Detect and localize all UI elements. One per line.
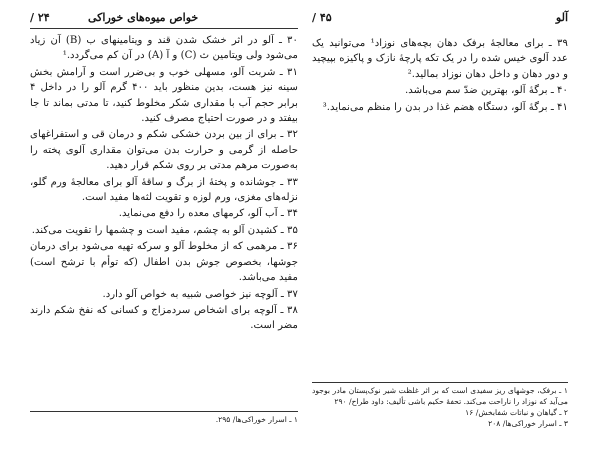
footnote-3: ۳ ـ اسرار خوراکی‌ها/ ۲۰۸ xyxy=(488,419,568,428)
footnote-2: ۲ ـ گیاهان و نباتات شفابخش/ ۱۶ xyxy=(465,408,568,417)
paragraph-38: ۳۸ ـ آلوچه برای اشخاص سردمزاج و کسانی که نفخ شکم دارند مضر است. xyxy=(30,304,298,332)
paragraph-41: ۴۱ ـ برگهٔ آلو، دستگاه هضم غذا در بدن را منظم می‌نماید.³ xyxy=(322,101,568,113)
right-footnotes xyxy=(312,385,568,429)
left-page-body xyxy=(30,33,298,335)
paragraph-34: ۳۴ ـ آب آلو، کرمهای معده را دفع می‌نماید. xyxy=(118,208,298,220)
right-page-header xyxy=(312,8,568,28)
paragraph-35: ۳۵ ـ کشیدن آلو به چشم، مفید است و چشمها را تقویت می‌کند. xyxy=(31,224,298,236)
footnote-divider xyxy=(312,382,568,383)
header-divider xyxy=(30,28,298,29)
left-page-header xyxy=(30,8,298,28)
left-header-title: خواص میوه‌های خوراکی xyxy=(88,11,199,24)
paragraph-36: ۳۶ ـ مرهمی که از مخلوط آلو و سرکه تهیه می‌شود برای درمان جوشها، بخصوص جوش بدن اطفال (که توأم با ترشح است) مفید می‌باشد. xyxy=(30,241,298,284)
left-page xyxy=(30,0,298,451)
paragraph-40: ۴۰ ـ برگهٔ آلو، بهترین ضدّ سم می‌باشد. xyxy=(405,85,568,97)
paragraph-39: ۳۹ ـ برای معالجهٔ برفک دهان بچه‌های نوزاد¹ می‌توانید یک عدد آلوی خیس شده را در یک تکه پارچهٔ نازک و پاکیزه بپیچید و دور دهان و داخل دهان نوزاد بمالید.² xyxy=(312,38,568,80)
right-page xyxy=(312,0,568,451)
paragraph-30: ۳۰ ـ آلو در اثر خشک شدن قند و ویتامینهای ب (B) آن زیاد می‌شود ولی ویتامین ث (C) و آ (A) در آن کم می‌گردد.¹ xyxy=(30,35,298,62)
footnote-1: ۱ ـ برفک، جوشهای ریز سفیدی است که بر اثر غلظت شیر نوک‌پستان مادر بوجود می‌آید که نوزاد را ناراحت می‌کند. تحفهٔ حکیم باشی تألیف: داود طراح/ ۲۹۰ xyxy=(312,386,568,406)
left-header-page-number: ۲۴ / xyxy=(30,11,50,24)
right-header-title: آلو xyxy=(555,11,568,24)
paragraph-37: ۳۷ ـ آلوچه نیز خواصی شبیه به خواص آلو دارد. xyxy=(102,288,298,300)
right-page-body xyxy=(312,36,568,116)
paragraph-33: ۳۳ ـ جوشانده و پختهٔ از برگ و ساقهٔ آلو برای معالجهٔ ورم گلو، نزله‌های مغزی، ورم لوزه و تقویت لثه‌ها مفید است. xyxy=(30,176,298,204)
footnote-divider xyxy=(30,411,298,412)
footnote-1: ۱ ـ اسرار خوراکی‌ها/ ۲۹۵. xyxy=(215,415,298,424)
right-header-page-number: ۴۵ / xyxy=(312,11,332,24)
paragraph-32: ۳۲ ـ برای از بین بردن خشکی شکم و درمان قی و استفراغهای حاصله از گرمی و حرارت بدن می‌توان مقداری آلوی پخته را به‌صورت مرهم مدتی بر روی شکم قرار دهید. xyxy=(30,129,298,172)
paragraph-31: ۳۱ ـ شربت آلو، مسهلی خوب و بی‌ضرر است و آرامش بخش سینه نیز هست، بدین منظور باید ۴۰۰ گرم آلو را در داخل ۴ برابر حجم آب با مقداری شکر مخلوط کنید، تا مدتی بماند تا جا بیفتد و در صورت احتیاج مصرف کنید. xyxy=(30,66,298,125)
left-footnotes xyxy=(30,414,298,425)
